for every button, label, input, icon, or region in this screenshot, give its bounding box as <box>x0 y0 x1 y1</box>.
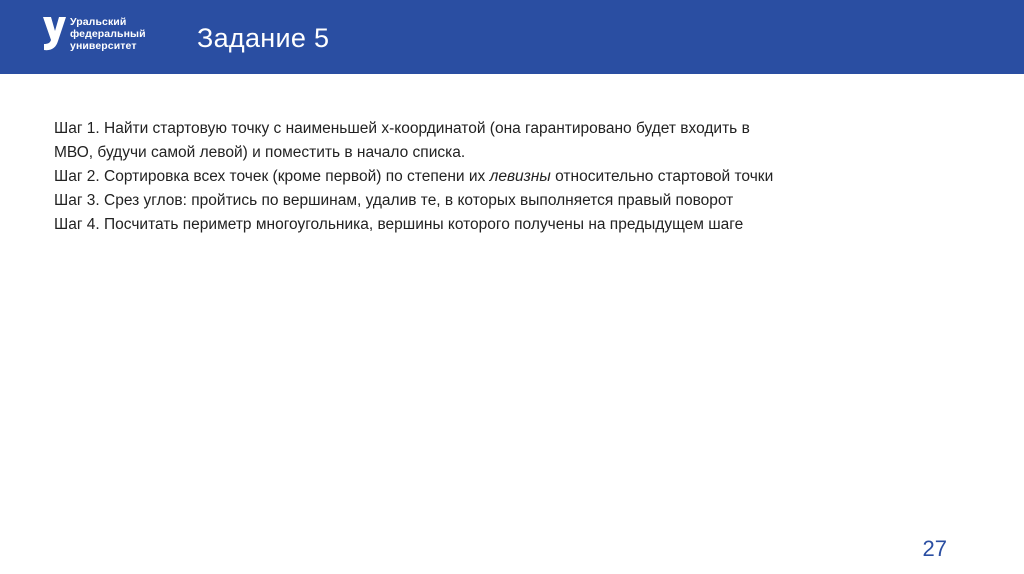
slide-body <box>54 117 784 237</box>
step-4-text: Шаг 4. Посчитать периметр многоугольника, вершины которого получены на предыдущем шаге <box>54 216 744 233</box>
urfu-logo-icon <box>40 14 68 54</box>
slide-header <box>0 0 1024 74</box>
step-1-text: Шаг 1. Найти стартовую точку с наименьшей x-координатой (она гарантировано будет входить в МВО, будучи самой левой) и поместить в начало списка. <box>54 120 750 161</box>
step-2-emphasis: левизны <box>489 168 551 185</box>
university-logo <box>40 14 146 54</box>
step-2-text-start: Шаг 2. Сортировка всех точек (кроме первой) по степени их <box>54 168 490 185</box>
step-2-text <box>54 165 784 189</box>
slide-title: Задание 5 <box>197 23 330 53</box>
logo-line-1: Уральский <box>70 16 127 28</box>
logo-line-2: федеральный <box>70 28 146 40</box>
logo-text <box>70 16 146 52</box>
logo-line-3: университет <box>70 40 137 52</box>
step-3-text: Шаг 3. Срез углов: пройтись по вершинам, удалив те, в которых выполняется правый поворот <box>54 192 734 209</box>
step-2-text-end: относительно стартовой точки <box>550 168 774 185</box>
page-number: 27 <box>922 536 947 561</box>
